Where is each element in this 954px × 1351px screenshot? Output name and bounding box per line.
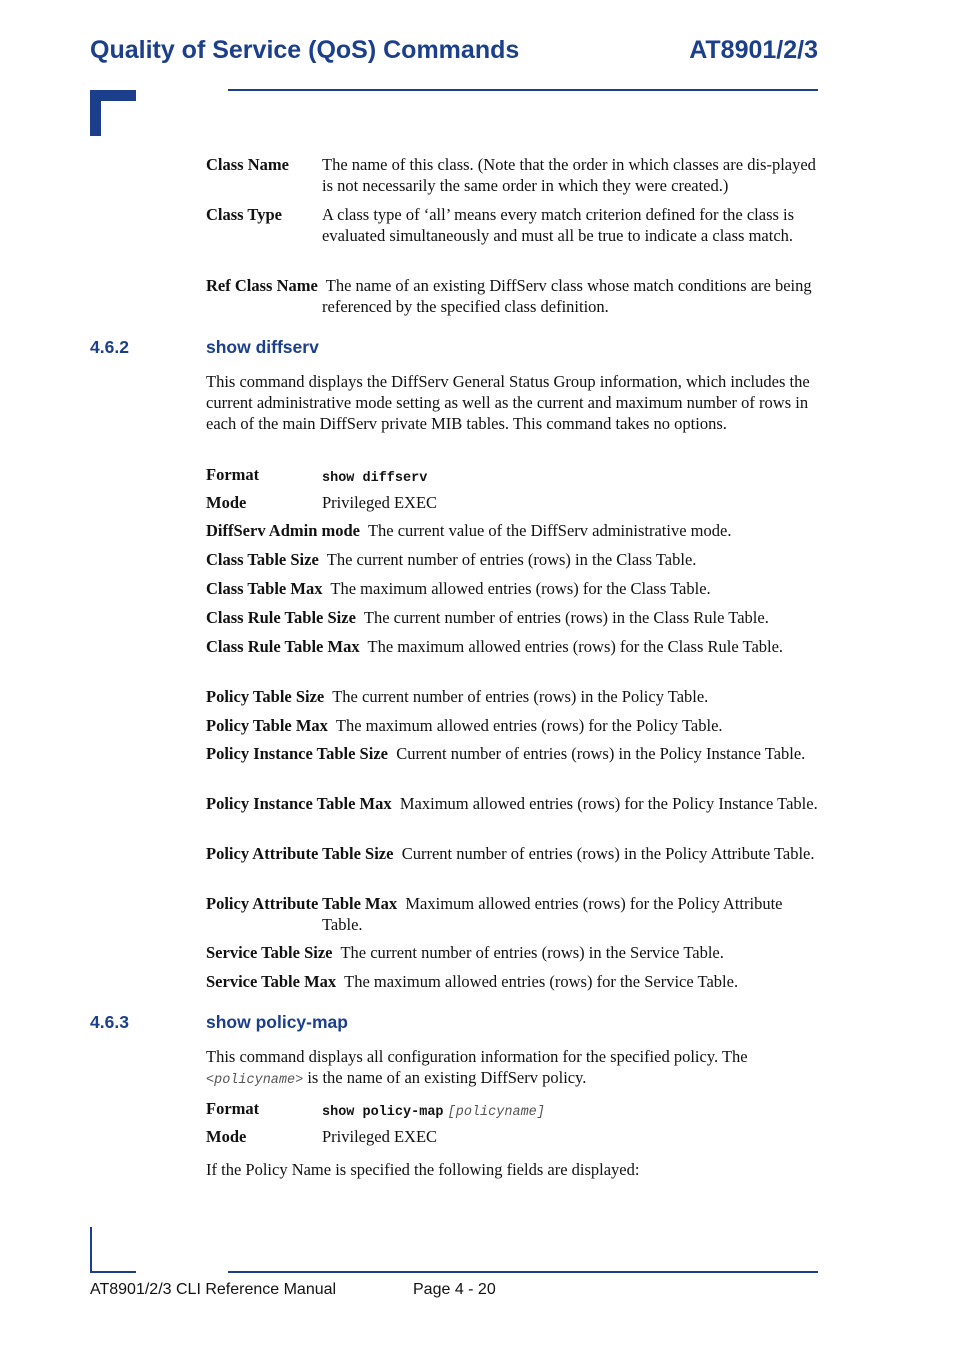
field-entry: Class Table Size The current number of entries (rows) in the Class Table. bbox=[206, 550, 697, 569]
field-entry: Class Rule Table Size The current number of entries (rows) in the Class Rule Table. bbox=[206, 608, 769, 627]
mode-value: Privileged EXEC bbox=[322, 493, 438, 512]
page-header-title: Quality of Service (QoS) Commands bbox=[90, 36, 520, 64]
field-desc: A class type of ‘all’ means every match criterion defined for the class is evaluated simultaneously and must all be true to indicate a class match. bbox=[322, 205, 795, 245]
format-label: Format bbox=[206, 1099, 260, 1118]
section-title: show diffserv bbox=[206, 337, 319, 357]
footer-corner-mark bbox=[90, 1227, 92, 1273]
section-intro: This command displays the DiffServ General Status Group information, which includes the current administrative mode setting as well as the current and maximum number of rows in each of the main DiffServ private MIB tables. This command takes no options. bbox=[206, 372, 810, 433]
field-entry: Service Table Size The current number of entries (rows) in the Service Table. bbox=[206, 943, 724, 962]
field-desc: The name of this class. (Note that the order in which classes are dis-played is not necessarily the same order in which they were created.) bbox=[322, 155, 816, 195]
policyname-param: <policyname> bbox=[206, 1073, 304, 1088]
format-label: Format bbox=[206, 465, 260, 484]
field-entry: Policy Table Size The current number of entries (rows) in the Policy Table. bbox=[206, 687, 709, 706]
page-header-product: AT8901/2/3 bbox=[689, 36, 818, 64]
field-entry: Class Rule Table Max The maximum allowed entries (rows) for the Class Rule Table. bbox=[206, 637, 784, 656]
field-term: Ref Class Name bbox=[206, 276, 318, 295]
format-command: show policy-map [policyname] bbox=[322, 1105, 545, 1120]
header-corner-mark-vertical bbox=[90, 90, 101, 136]
section-trailer: If the Policy Name is specified the following fields are displayed: bbox=[206, 1160, 640, 1179]
field-entry bbox=[206, 275, 818, 317]
footer-page-number: Page 4 - 20 bbox=[413, 1281, 496, 1298]
field-entry: Policy Instance Table Max Maximum allowed entries (rows) for the Policy Instance Table. bbox=[206, 794, 818, 813]
field-entry: Policy Table Max The maximum allowed entries (rows) for the Policy Table. bbox=[206, 716, 723, 735]
section-number: 4.6.2 bbox=[90, 337, 129, 357]
footer-rule bbox=[228, 1271, 818, 1273]
field-entry: DiffServ Admin mode The current value of the DiffServ administrative mode. bbox=[206, 521, 732, 540]
field-entry: Service Table Max The maximum allowed entries (rows) for the Service Table. bbox=[206, 972, 739, 991]
section-number: 4.6.3 bbox=[90, 1012, 129, 1032]
field-desc: The name of an existing DiffServ class whose match conditions are being referenced by the specified class definition. bbox=[322, 276, 812, 316]
format-command: show diffserv bbox=[322, 471, 428, 486]
footer-manual-title: AT8901/2/3 CLI Reference Manual bbox=[90, 1281, 337, 1298]
header-rule bbox=[228, 89, 818, 91]
mode-label: Mode bbox=[206, 1127, 247, 1146]
footer-corner-rule bbox=[90, 1271, 136, 1273]
section-title: show policy-map bbox=[206, 1012, 348, 1032]
field-entry: Class Table Max The maximum allowed entries (rows) for the Class Table. bbox=[206, 579, 711, 598]
field-term: Class Type bbox=[206, 205, 282, 224]
mode-value: Privileged EXEC bbox=[322, 1127, 438, 1146]
field-term: Class Name bbox=[206, 155, 289, 174]
mode-label: Mode bbox=[206, 493, 247, 512]
field-entry: Policy Attribute Table Size Current number of entries (rows) in the Policy Attribute Table. bbox=[206, 844, 815, 863]
field-entry: Policy Instance Table Size Current number of entries (rows) in the Policy Instance Table. bbox=[206, 744, 806, 763]
field-entry: Policy Attribute Table Max Maximum allowed entries (rows) for the Policy Attribute Table. bbox=[206, 894, 783, 934]
section-intro: This command displays all configuration information for the specified policy. The <policyname> is the name of an existing DiffServ policy. bbox=[206, 1047, 748, 1088]
